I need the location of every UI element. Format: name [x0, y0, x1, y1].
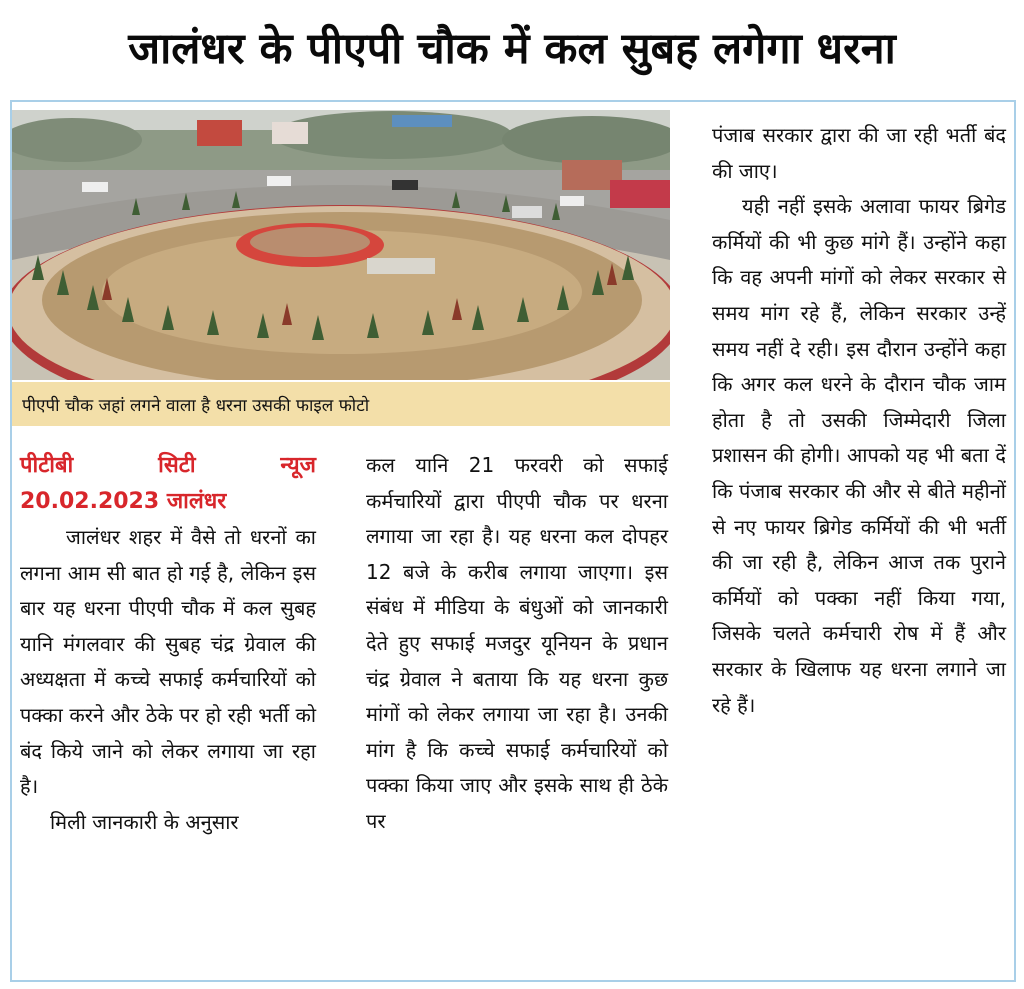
article-column-2 [366, 448, 668, 840]
headline: जालंधर के पीएपी चौक में कल सुबह लगेगा धरना [128, 23, 896, 74]
paragraph: यही नहीं इसके अलावा फायर ब्रिगेड कर्मियों की भी कुछ मांगे हैं। उन्होंने कहा कि वह अपनी मांगों को लेकर सरकार से समय मांग रहे हैं, लेकिन सरकार उन्हें समय नहीं दे रही। इस दौरान उन्होंने कहा कि अगर कल धरने के दौरान चौक जाम होता है तो उसकी जिम्मेदारी जिला प्रशासन की होगी। आपको यह भी बता दें कि पंजाब सरकार की और से बीते महीनों से नए फायर ब्रिगेड कर्मियों की भी भर्ती की जा रही है, लेकिन आज तक पुराने कर्मियों को पक्का नहीं किया गया, जिसके चलते कर्मचारी रोष में हैं और सरकार के खिलाफ यह धरना लगाने जा रहे हैं। [712, 194, 1006, 717]
byline-dateline: 20.02.2023 जालंधर [20, 489, 227, 514]
paragraph: कल यानि 21 फरवरी को सफाई कर्मचारियों द्वारा पीएपी चौक पर धरना लगाया जा रहा है। यह धरना कल दोपहर 12 बजे के करीब लगाया जाएगा। इस संबंध में मीडिया के बंधुओं को जानकारी देते हुए सफाई मजदुर यूनियन के प्रधान चंद्र ग्रेवाल ने बताया कि यह धरना कुछ मांगों को लेकर लगाया जा रहा है। उनकी मांग है कि कच्चे सफाई कर्मचारियों को पक्का किया जाए और इसके साथ ही ठेके पर [366, 453, 668, 833]
byline-source [20, 448, 316, 484]
byline-word-2: सिटी [158, 453, 196, 478]
article-column-3 [712, 118, 1006, 723]
paragraph: जालंधर शहर में वैसे तो धरनों का लगना आम सी बात हो गई है, लेकिन इस बार यह धरना पीएपी चौक में कल सुबह यानि मंगलवार की सुबह चंद्र ग्रेवाल की अध्यक्षता में कच्चे सफाई कर्मचारियों को पक्का करने और ठेके पर हो रही भर्ती को बंद किये जाने को लेकर लगाया जा रहा है। [20, 525, 316, 799]
photo-caption: पीएपी चौक जहां लगने वाला है धरना उसकी फाइल फोटो [12, 382, 670, 426]
article-column-1 [20, 448, 316, 840]
byline-word-3: न्यूज [280, 453, 316, 478]
byline-word-1: पीटीबी [20, 453, 74, 478]
paragraph: पंजाब सरकार द्वारा की जा रही भर्ती बंद की जाए। [712, 123, 1006, 183]
paragraph: मिली जानकारी के अनुसार [50, 809, 239, 834]
roundabout-photo [12, 110, 670, 380]
byline [20, 448, 316, 520]
